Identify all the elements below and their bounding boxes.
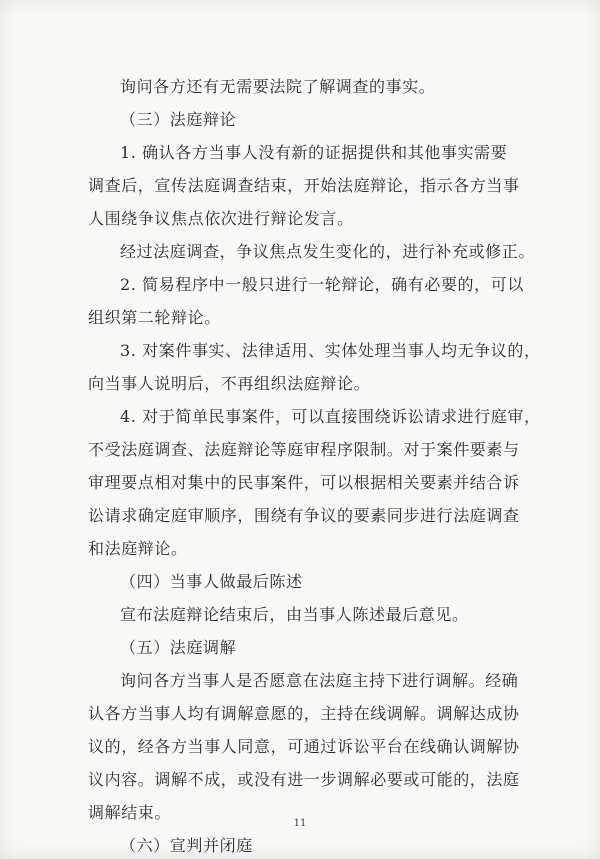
page-number: 11 xyxy=(293,818,307,829)
text-line: 和法庭辩论。 xyxy=(88,539,188,558)
text-line: 人围绕争议焦点依次进行辩论发言。 xyxy=(88,209,354,228)
paragraph xyxy=(88,268,524,334)
section-heading: （五）法庭调解 xyxy=(120,638,237,657)
text-line: 向当事人说明后，不再组织法庭辩论。 xyxy=(88,374,371,393)
text-line: 宣布法庭辩论结束后，由当事人陈述最后意见。 xyxy=(120,605,469,624)
text-line: 讼请求确定庭审顺序，围绕有争议的要素同步进行法庭调查 xyxy=(88,506,520,525)
text-line: 询问各方还有无需要法院了解调查的事实。 xyxy=(120,77,436,96)
paragraph xyxy=(88,598,524,631)
section-heading: （四）当事人做最后陈述 xyxy=(120,572,303,591)
text-line: 组织第二轮辩论。 xyxy=(88,308,221,327)
document-body xyxy=(88,70,541,859)
text-line: 2. 简易程序中一般只进行一轮辩论，确有必要的，可以 xyxy=(120,275,524,294)
text-line: 3. 对案件事实、法律适用、实体处理当事人均无争议的， xyxy=(120,341,541,360)
paragraph xyxy=(88,664,524,829)
paragraph xyxy=(88,235,536,268)
text-line: 询问各方当事人是否愿意在法庭主持下进行调解。经确 xyxy=(120,671,519,690)
section-heading: （三）法庭辩论 xyxy=(120,110,237,129)
section-heading: （六）宣判并闭庭 xyxy=(120,836,253,855)
paragraph xyxy=(88,334,541,400)
paragraph xyxy=(88,136,524,235)
text-line: 调查后，宣传法庭调查结束，开始法庭辩论，指示各方当事 xyxy=(88,176,520,195)
text-line: 调解结束。 xyxy=(88,803,172,822)
text-line: 认各方当事人均有调解意愿的，主持在线调解。调解达成协 xyxy=(88,704,520,723)
text-line: 不受法庭调查、法庭辩论等庭审程序限制。对于案件要素与 xyxy=(88,440,520,459)
text-line: 议内容。调解不成，或没有进一步调解必要或可能的，法庭 xyxy=(88,770,520,789)
text-line: 1. 确认各方当事人没有新的证据提供和其他事实需要 xyxy=(120,143,508,162)
paragraph xyxy=(88,70,524,103)
text-line: 审理要点相对集中的民事案件，可以根据相关要素并结合诉 xyxy=(88,473,520,492)
text-line: 经过法庭调查，争议焦点发生变化的，进行补充或修正。 xyxy=(120,242,536,261)
paragraph xyxy=(88,400,541,565)
text-line: 4. 对于简单民事案件，可以直接围绕诉讼请求进行庭审， xyxy=(120,407,541,426)
text-line: 议的，经各方当事人同意，可通过诉讼平台在线确认调解协 xyxy=(88,737,520,756)
